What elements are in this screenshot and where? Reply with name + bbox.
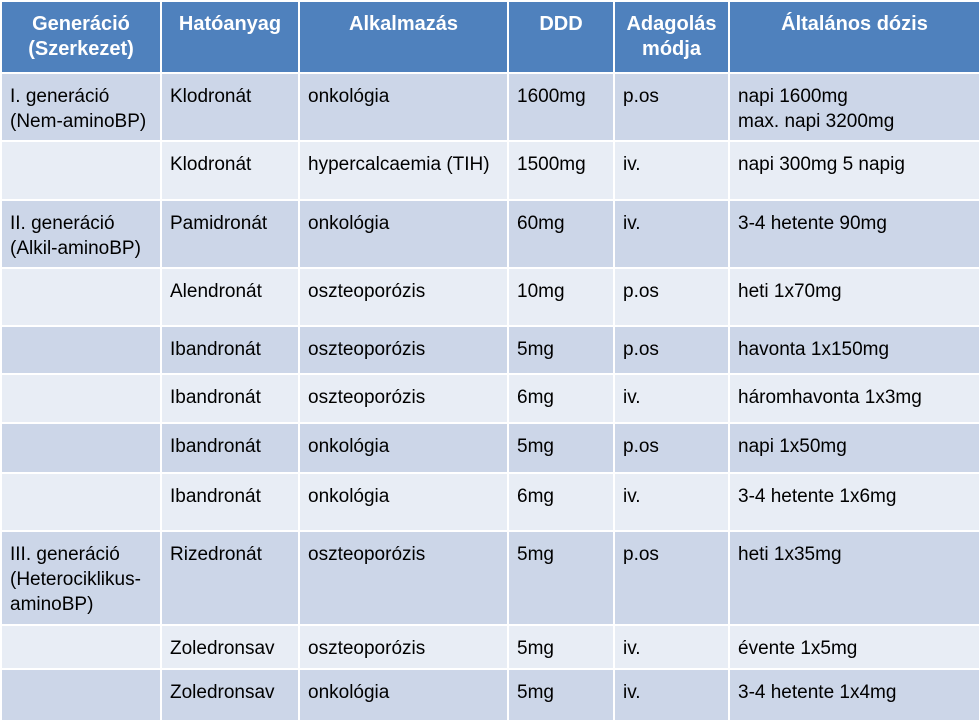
cell-generation <box>1 374 161 422</box>
cell-administration <box>614 625 729 669</box>
cell-text: Ibandronát <box>170 387 261 409</box>
cell-text: 1500mg <box>517 154 586 176</box>
cell-active-ingredient <box>161 669 299 721</box>
cell-text: onkológia <box>308 86 390 107</box>
cell-administration <box>614 669 729 721</box>
cell-application <box>299 200 508 268</box>
table-row <box>1 141 979 199</box>
cell-text: Ibandronát <box>170 485 261 507</box>
table-row <box>1 326 979 374</box>
cell-active-ingredient <box>161 73 299 141</box>
header-text: Általános dózis <box>781 13 928 35</box>
cell-active-ingredient <box>161 625 299 669</box>
cell-general-dose <box>729 73 979 141</box>
cell-text: 60mg <box>517 212 565 234</box>
cell-generation <box>1 625 161 669</box>
cell-ddd <box>508 531 614 624</box>
cell-text: onkológia <box>308 681 390 703</box>
cell-text: iv. <box>623 637 641 659</box>
cell-generation <box>1 73 161 141</box>
table-header <box>1 1 979 73</box>
cell-ddd <box>508 268 614 326</box>
header-text: módja <box>642 38 701 60</box>
cell-administration <box>614 268 729 326</box>
cell-text: oszteoporózis <box>308 280 426 302</box>
cell-active-ingredient <box>161 200 299 268</box>
cell-text: évente 1x5mg <box>738 637 858 659</box>
table-row <box>1 268 979 326</box>
cell-text: oszteoporózis <box>308 387 426 409</box>
cell-text: Zoledronsav <box>170 681 275 703</box>
header-text: Alkalmazás <box>349 13 458 35</box>
cell-text: Rizedronát <box>170 544 262 566</box>
cell-generation <box>1 473 161 531</box>
cell-application <box>299 268 508 326</box>
cell-application <box>299 669 508 721</box>
header-ddd <box>508 1 614 73</box>
cell-text: iv. <box>623 387 641 409</box>
cell-administration <box>614 326 729 374</box>
cell-text: onkológia <box>308 212 390 234</box>
header-general-dose <box>729 1 979 73</box>
cell-text: Zoledronsav <box>170 637 275 659</box>
cell-application <box>299 531 508 624</box>
header-application <box>299 1 508 73</box>
cell-text: p.os <box>623 544 659 566</box>
header-active-ingredient <box>161 1 299 73</box>
cell-text: (Nem-aminoBP) <box>10 111 147 132</box>
cell-active-ingredient <box>161 326 299 374</box>
cell-text: 5mg <box>517 435 554 457</box>
table-row <box>1 625 979 669</box>
cell-active-ingredient <box>161 531 299 624</box>
cell-ddd <box>508 374 614 422</box>
table-row <box>1 423 979 473</box>
cell-text: oszteoporózis <box>308 339 426 361</box>
cell-text: 3-4 hetente 1x4mg <box>738 681 897 703</box>
cell-active-ingredient <box>161 141 299 199</box>
cell-general-dose <box>729 423 979 473</box>
cell-text: III. generáció <box>10 544 120 566</box>
cell-text: max. napi 3200mg <box>738 111 895 132</box>
cell-generation <box>1 423 161 473</box>
cell-text: (Alkil-aminoBP) <box>10 237 141 259</box>
cell-generation <box>1 141 161 199</box>
cell-text: napi 300mg 5 napig <box>738 154 905 176</box>
cell-text: Klodronát <box>170 154 252 176</box>
cell-text: havonta 1x150mg <box>738 339 890 361</box>
cell-ddd <box>508 625 614 669</box>
cell-application <box>299 625 508 669</box>
cell-text: (Heterociklikus- <box>10 569 141 591</box>
cell-general-dose <box>729 141 979 199</box>
cell-text: napi 1600mg <box>738 86 848 107</box>
cell-text: 6mg <box>517 387 554 409</box>
cell-active-ingredient <box>161 374 299 422</box>
cell-text: 10mg <box>517 280 565 302</box>
cell-application <box>299 141 508 199</box>
cell-generation <box>1 669 161 721</box>
cell-generation <box>1 268 161 326</box>
cell-text: iv. <box>623 212 641 234</box>
cell-administration <box>614 73 729 141</box>
cell-administration <box>614 423 729 473</box>
cell-ddd <box>508 669 614 721</box>
cell-text: 1600mg <box>517 86 586 107</box>
table-row <box>1 473 979 531</box>
cell-general-dose <box>729 200 979 268</box>
cell-administration <box>614 141 729 199</box>
cell-text: iv. <box>623 485 641 507</box>
table-row <box>1 200 979 268</box>
table-row <box>1 374 979 422</box>
cell-text: napi 1x50mg <box>738 435 847 457</box>
cell-text: onkológia <box>308 485 390 507</box>
header-text: DDD <box>539 13 583 35</box>
header-text: Hatóanyag <box>178 13 282 35</box>
cell-ddd <box>508 326 614 374</box>
cell-text: p.os <box>623 339 659 361</box>
header-text: (Szerkezet) <box>28 38 134 60</box>
cell-text: oszteoporózis <box>308 544 426 566</box>
cell-text: aminoBP) <box>10 594 94 616</box>
table-row <box>1 73 979 141</box>
cell-active-ingredient <box>161 473 299 531</box>
cell-general-dose <box>729 326 979 374</box>
header-administration <box>614 1 729 73</box>
header-text: Adagolás <box>626 13 717 35</box>
cell-text: 5mg <box>517 637 554 659</box>
header-row <box>1 1 979 73</box>
cell-text: onkológia <box>308 435 390 457</box>
cell-text: Ibandronát <box>170 339 261 361</box>
cell-generation <box>1 326 161 374</box>
cell-text: 3-4 hetente 90mg <box>738 212 887 234</box>
cell-application <box>299 473 508 531</box>
cell-text: I. generáció <box>10 86 110 107</box>
cell-text: oszteoporózis <box>308 637 426 659</box>
cell-text: heti 1x35mg <box>738 544 842 566</box>
cell-application <box>299 326 508 374</box>
cell-administration <box>614 473 729 531</box>
cell-ddd <box>508 141 614 199</box>
cell-text: Alendronát <box>170 280 262 302</box>
cell-text: iv. <box>623 681 641 703</box>
cell-general-dose <box>729 531 979 624</box>
cell-generation <box>1 200 161 268</box>
cell-ddd <box>508 73 614 141</box>
cell-active-ingredient <box>161 268 299 326</box>
cell-text: heti 1x70mg <box>738 280 842 302</box>
cell-text: p.os <box>623 280 659 302</box>
cell-administration <box>614 374 729 422</box>
header-text: Generáció <box>32 13 130 35</box>
cell-application <box>299 374 508 422</box>
cell-ddd <box>508 423 614 473</box>
header-generation <box>1 1 161 73</box>
cell-general-dose <box>729 625 979 669</box>
cell-text: 5mg <box>517 544 554 566</box>
cell-general-dose <box>729 268 979 326</box>
cell-application <box>299 73 508 141</box>
table-body <box>1 73 979 721</box>
cell-general-dose <box>729 473 979 531</box>
cell-text: háromhavonta 1x3mg <box>738 387 922 409</box>
table-row <box>1 531 979 624</box>
cell-ddd <box>508 200 614 268</box>
cell-text: 6mg <box>517 485 554 507</box>
cell-application <box>299 423 508 473</box>
cell-general-dose <box>729 374 979 422</box>
table-row <box>1 669 979 721</box>
cell-active-ingredient <box>161 423 299 473</box>
cell-text: p.os <box>623 86 659 107</box>
cell-text: Klodronát <box>170 86 252 107</box>
cell-text: Pamidronát <box>170 212 268 234</box>
cell-text: Ibandronát <box>170 435 261 457</box>
cell-administration <box>614 531 729 624</box>
cell-text: 5mg <box>517 339 554 361</box>
cell-text: 5mg <box>517 681 554 703</box>
cell-text: 3-4 hetente 1x6mg <box>738 485 897 507</box>
cell-text: hypercalcaemia (TIH) <box>308 154 490 176</box>
cell-ddd <box>508 473 614 531</box>
cell-text: II. generáció <box>10 212 115 234</box>
cell-text: iv. <box>623 154 641 176</box>
cell-administration <box>614 200 729 268</box>
cell-text: p.os <box>623 435 659 457</box>
cell-generation <box>1 531 161 624</box>
cell-general-dose <box>729 669 979 721</box>
